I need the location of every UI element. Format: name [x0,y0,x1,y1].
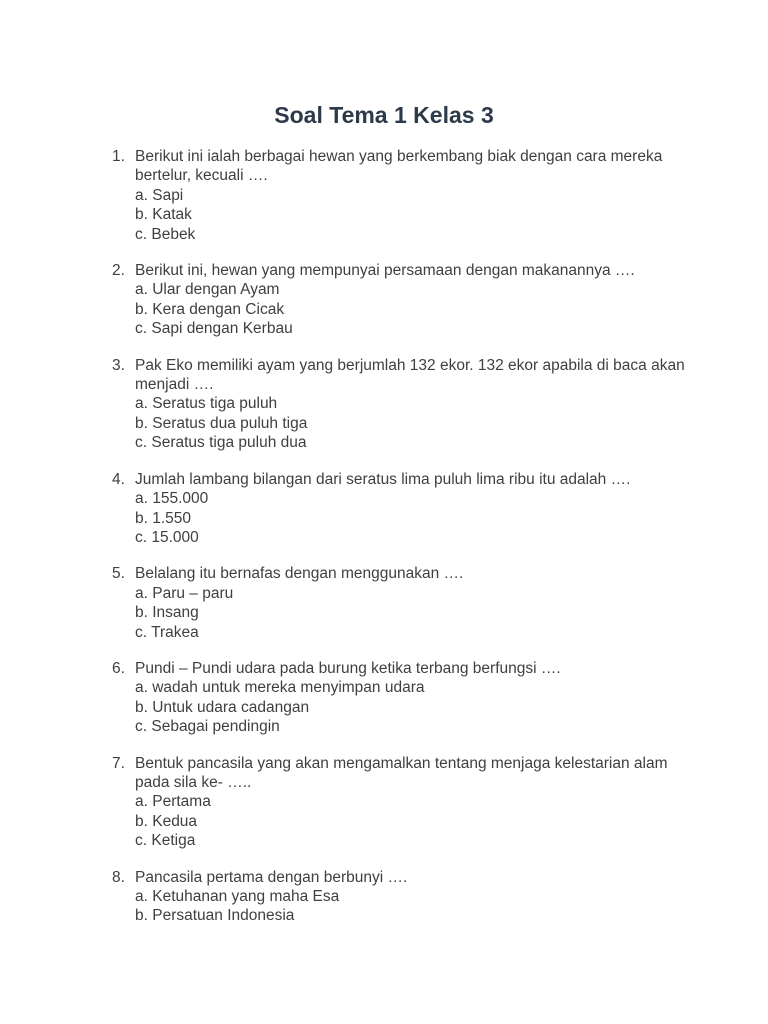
option-c: c. Ketiga [135,832,196,850]
option-list [135,792,692,850]
question-number: 3. [112,356,125,374]
question-number: 1. [112,148,125,165]
option-list [135,489,692,547]
option-list [135,678,692,736]
option-b: b. 1.550 [135,509,192,527]
option-a: a. Ular dengan Ayam [135,281,280,299]
question-number: 4. [112,470,125,488]
question-text: Belalang itu bernafas dengan menggunakan …. [135,565,464,583]
option-a: a. Pertama [135,793,211,811]
option-c: c. 15.000 [135,528,199,546]
question-item [112,564,692,642]
option-a: a. wadah untuk mereka menyimpan udara [135,679,425,697]
question-list [112,147,692,943]
option-list [135,186,692,244]
option-b: b. Insang [135,604,199,622]
question-number: 8. [112,868,125,886]
question-number: 5. [112,565,125,583]
question-text: Pancasila pertama dengan berbunyi …. [135,868,408,886]
question-item [112,356,692,453]
question-item [112,147,692,244]
page-title: Soal Tema 1 Kelas 3 [274,102,494,128]
option-b: b. Untuk udara cadangan [135,698,310,716]
question-text: Pak Eko memiliki ayam yang berjumlah 132 ekor. 132 ekor apabila di baca akan menjadi …. [135,356,685,394]
option-b: b. Persatuan Indonesia [135,907,295,925]
question-item [112,659,692,737]
option-b: b. Katak [135,206,192,224]
question-text: Bentuk pancasila yang akan mengamalkan tentang menjaga kelestarian alam pada sila ke- ….. [135,754,668,791]
question-text: Jumlah lambang bilangan dari seratus lima puluh lima ribu itu adalah …. [135,470,631,488]
option-c: c. Seratus tiga puluh dua [135,434,307,452]
question-number: 6. [112,659,125,677]
question-text: Berikut ini, hewan yang mempunyai persamaan dengan makanannya …. [135,262,635,280]
option-a: a. Paru – paru [135,584,234,602]
option-c: c. Bebek [135,225,196,243]
option-b: b. Seratus dua puluh tiga [135,414,308,432]
option-a: a. Ketuhanan yang maha Esa [135,888,340,905]
question-number: 2. [112,262,125,280]
question-text: Pundi – Pundi udara pada burung ketika terbang berfungsi …. [135,659,561,677]
option-c: c. Sapi dengan Kerbau [135,320,293,338]
option-list [135,887,692,926]
option-list [135,280,692,338]
question-text: Berikut ini ialah berbagai hewan yang berkembang biak dengan cara mereka bertelur, kecuali …. [135,148,663,185]
option-a: a. Sapi [135,186,184,204]
option-list [135,394,692,452]
option-b: b. Kedua [135,812,198,830]
option-a: a. 155.000 [135,490,209,508]
question-item [112,261,692,339]
option-a: a. Seratus tiga puluh [135,395,278,413]
question-item [112,754,692,851]
option-list [135,584,692,642]
question-item [112,470,692,548]
option-c: c. Sebagai pendingin [135,718,280,736]
option-c: c. Trakea [135,623,199,641]
question-item [112,868,692,926]
option-b: b. Kera dengan Cicak [135,300,285,318]
question-number: 7. [112,754,125,772]
